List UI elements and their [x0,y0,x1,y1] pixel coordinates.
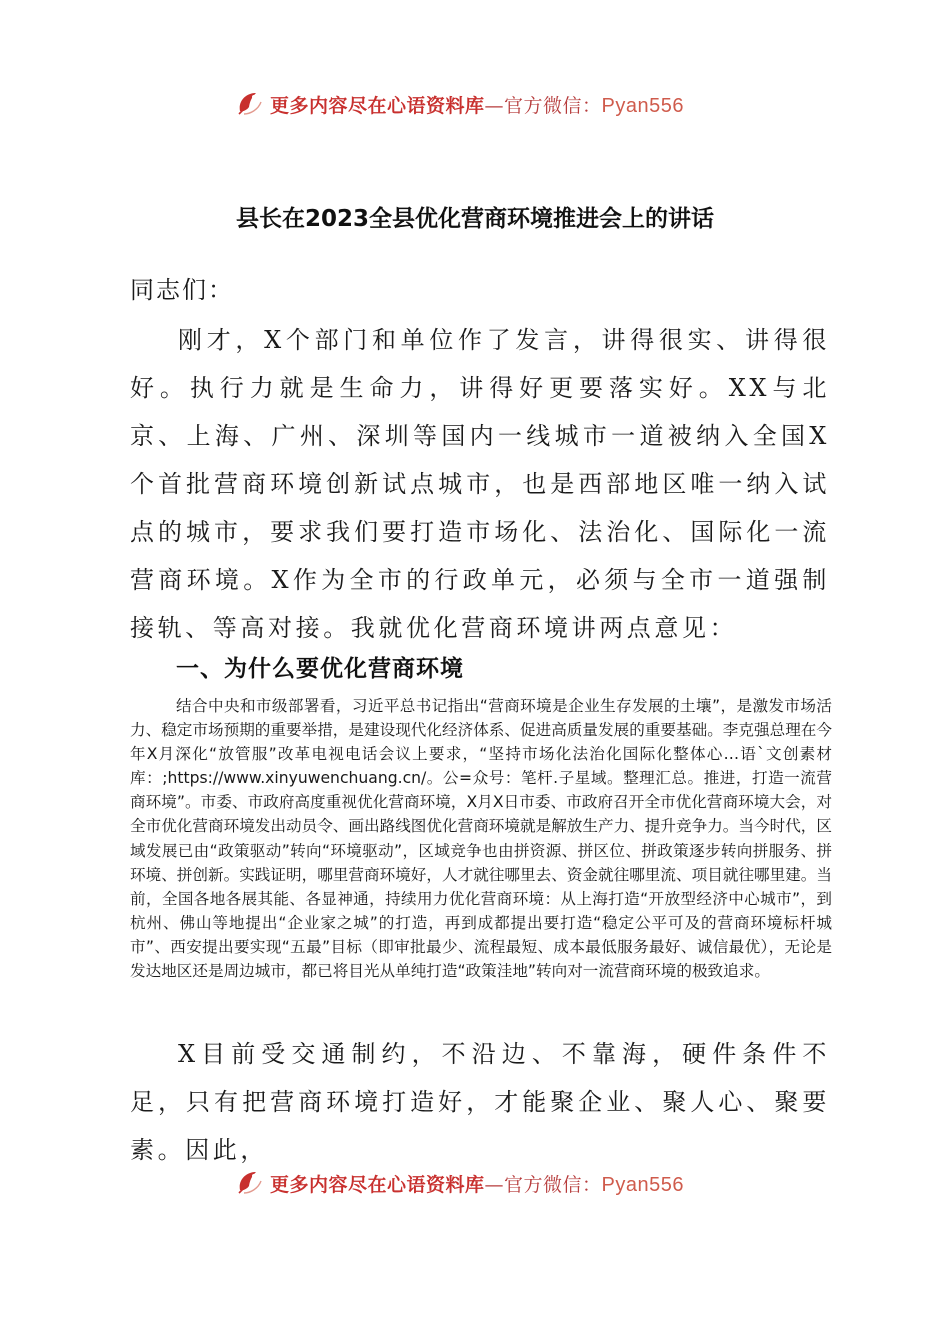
banner-text [270,91,684,118]
quill-pen-logo-icon [232,1166,266,1200]
document-title: 县长在2023全县优化营商环境推进会上的讲话 [235,206,714,232]
banner-text [270,1170,684,1197]
banner-wechat-id: Pyan556 [601,94,684,117]
banner-wechat-label: 官方微信： [504,94,602,117]
footer-banner [232,1163,732,1203]
banner-wechat-label: 官方微信： [504,1173,602,1196]
section-heading-1: 一、为什么要优化营商环境 [176,656,464,682]
header-banner [232,84,732,124]
banner-dash: — [484,1173,505,1196]
paragraph-body-small: 结合中央和市级部署看，习近平总书记指出“营商环境是企业生存发展的土壤”，是激发市场活力、稳定市场预期的重要举措，是建设现代化经济体系、促进高质量发展的重要基础。李克强总理在今年X月深化“放管服”改革电视电话会议上要求，“坚持市场化法治化国际化整体心…语`文创素材库：;https://www.xinyuwenchuang.cn/。公=众号：笔杆.子星域。整理汇总。推进，打造一流营商环境”。市委、市政府高度重视优化营商环境，X月X日市委、市政府召开全市优化营商环境大会，对全市优化营商环境发出动员令、画出路线图优化营商环境就是解放生产力、提升竞争力。当今时代，区域发展已由“政策驱动”转向“环境驱动”，区域竞争也由拼资源、拼区位、拼政策逐步转向拼服务、拼环境、拼创新。实践证明，哪里营商环境好，人才就往哪里去、资金就往哪里流、项目就往哪里建。当前，全国各地各展其能、各显神通，持续用力优化营商环境：从上海打造“开放型经济中心城市”，到杭州、佛山等地提出“企业家之城”的打造，再到成都提出要打造“稳定公平可及的营商环境标杆城市”、西安提出要实现“五最”目标（即审批最少、流程最短、成本最低服务最好、诚信最优），无论是发达地区还是周边城市，都已将目光从单纯打造“政策洼地”转向对一流营商环境的极致追求。 [130,697,832,981]
quill-pen-logo-icon [232,87,266,121]
paragraph-conclusion: X目前受交通制约，不沿边、不靠海，硬件条件不足，只有把营商环境打造好，才能聚企业、聚人心、聚要素。因此， [130,1040,830,1164]
paragraph-intro: 刚才，X个部门和单位作了发言，讲得很实、讲得很好。执行力就是生命力，讲得好更要落实好。XX与北京、上海、广州、深圳等国内一线城市一道被纳入全国X个首批营商环境创新试点城市，也是西部地区唯一纳入试点的城市，要求我们要打造市场化、法治化、国际化一流营商环境。X作为全市的行政单元，必须与全市一道强制接轨、等高对接。我就优化营商环境讲两点意见： [130,326,830,642]
banner-main-text: 更多内容尽在心语资料库 [270,1173,485,1196]
salutation: 同志们： [130,276,234,304]
banner-wechat-id: Pyan556 [601,1173,684,1196]
banner-dash: — [484,94,505,117]
banner-main-text: 更多内容尽在心语资料库 [270,94,485,117]
